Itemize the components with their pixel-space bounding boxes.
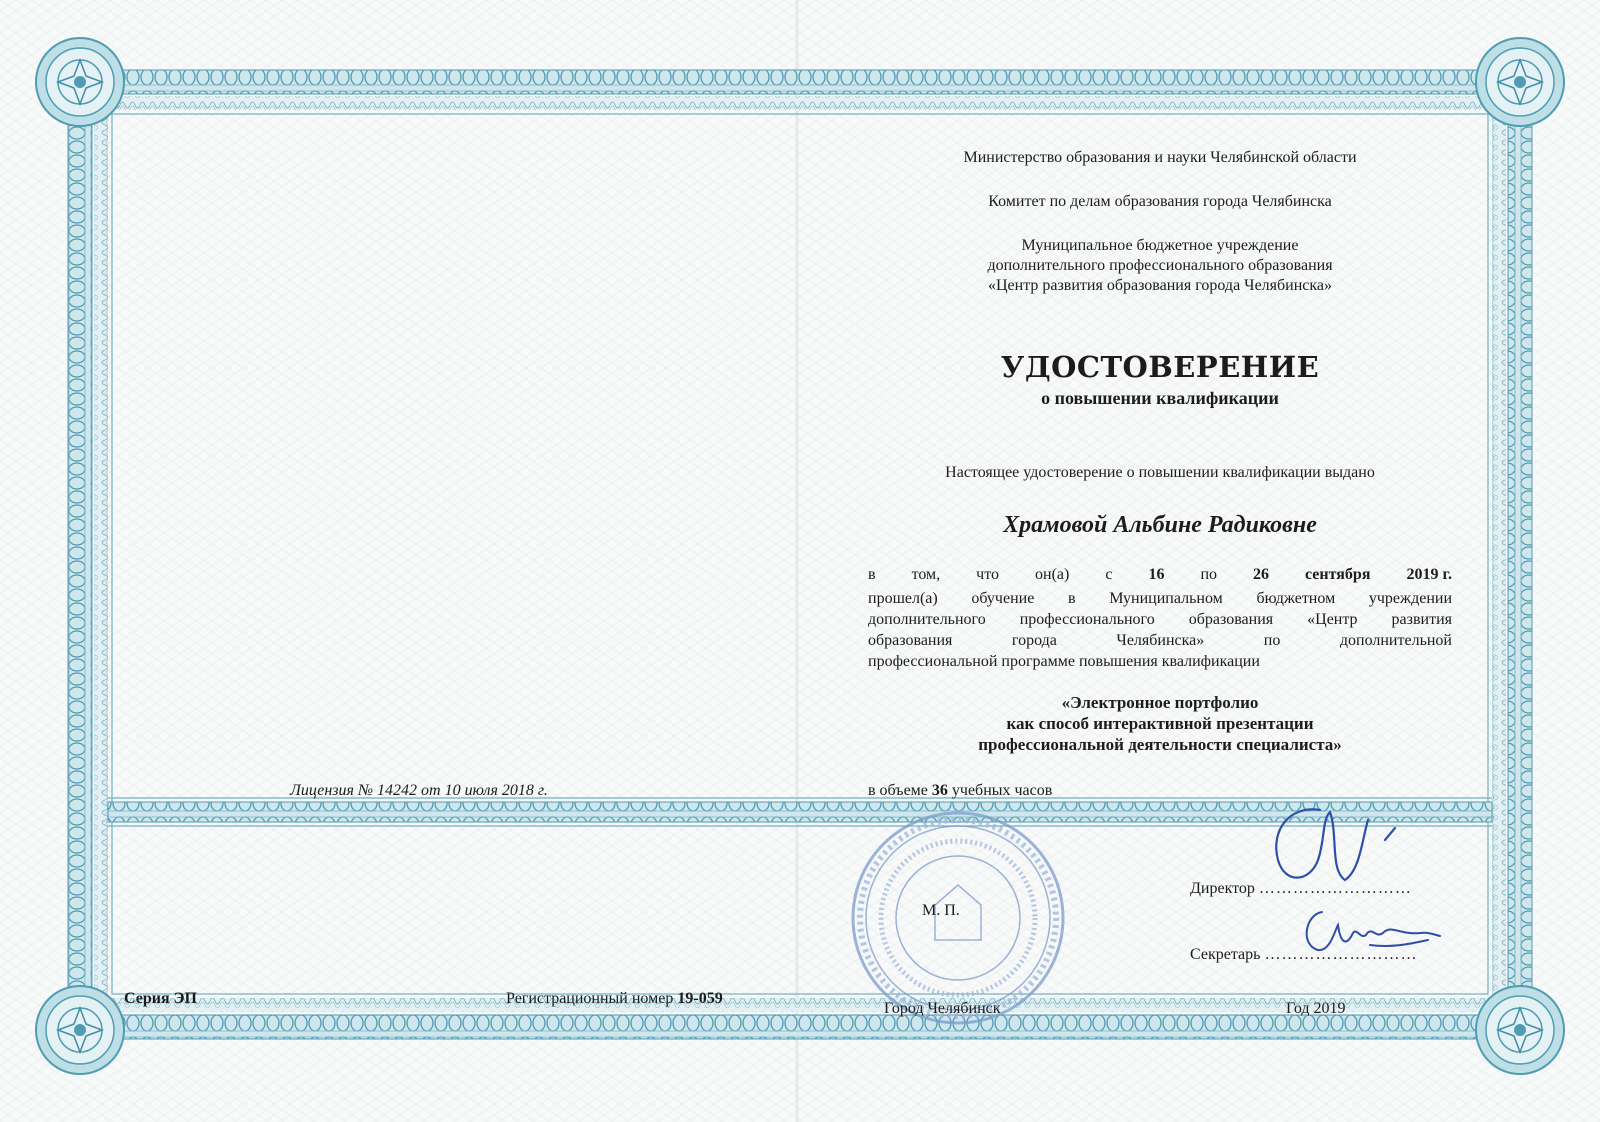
body-line: образования города Челябинска» по дополнительной xyxy=(868,632,1452,649)
secretary-line xyxy=(1190,946,1417,964)
certificate-title: УДОСТОВЕРЕНИЕ xyxy=(1000,350,1320,384)
body-line: профессиональной программе повышения квалификации xyxy=(868,653,1260,670)
program-line: профессиональной деятельности специалиста» xyxy=(978,735,1342,754)
period-word: том, xyxy=(911,566,941,583)
city-label: Город Челябинск xyxy=(884,1000,1001,1017)
institution-block xyxy=(840,236,1480,296)
rosette-top-left xyxy=(36,38,124,126)
period-word: по xyxy=(1200,566,1217,583)
committee-line: Комитет по делам образования города Челябинска xyxy=(988,193,1332,210)
hours-line xyxy=(868,782,1052,800)
period-word: что xyxy=(976,566,999,583)
body-line: дополнительного профессионального образования «Центр развития xyxy=(868,611,1452,628)
body-line: прошел(а) обучение в Муниципальном бюджетном учреждении xyxy=(868,590,1452,607)
secretary-label: Секретарь xyxy=(1190,946,1261,963)
period-to-day: 26 xyxy=(1253,566,1269,583)
director-signature-line: ……………………… xyxy=(1258,880,1412,897)
director-label: Директор xyxy=(1190,880,1255,897)
program-line: как способ интерактивной презентации xyxy=(1006,714,1314,733)
period-word: он(а) xyxy=(1035,566,1070,583)
certificate-subtitle: о повышении квалификации xyxy=(1041,388,1279,408)
period-month: сентября xyxy=(1305,566,1371,583)
rosette-bottom-right xyxy=(1476,986,1564,1074)
stamp-place-label: М. П. xyxy=(922,902,960,919)
period-line xyxy=(868,566,1452,584)
period-word: в xyxy=(868,566,876,583)
period-from-day: 16 xyxy=(1148,566,1165,583)
hours-value: 36 xyxy=(931,782,948,799)
rosette-top-right xyxy=(1476,38,1564,126)
registration-number xyxy=(506,990,723,1008)
period-word: с xyxy=(1105,566,1113,583)
issued-text: Настоящее удостоверение о повышении квалификации выдано xyxy=(945,464,1375,481)
institution-line: «Центр развития образования города Челябинска» xyxy=(987,277,1333,294)
rosette-bottom-left xyxy=(36,986,124,1074)
series-label: Серия ЭП xyxy=(124,990,197,1007)
secretary-signature-icon xyxy=(1307,912,1440,950)
program-line: «Электронное портфолио xyxy=(1061,693,1259,712)
registration-label: Регистрационный номер xyxy=(506,990,674,1007)
period-year: 2019 г. xyxy=(1406,566,1452,583)
year-line xyxy=(1286,1000,1346,1018)
year-value: 2019 xyxy=(1313,1000,1346,1017)
hours-prefix: в объеме xyxy=(868,782,928,799)
ministry-line: Министерство образования и науки Челябинской области xyxy=(963,149,1357,166)
body-text xyxy=(868,588,1452,672)
registration-value: 19-059 xyxy=(677,990,723,1007)
institution-line: Муниципальное бюджетное учреждение xyxy=(1021,237,1299,254)
year-label: Год xyxy=(1286,1000,1310,1017)
license-line: Лицензия № 14242 от 10 июля 2018 г. xyxy=(290,782,548,799)
secretary-signature-line: ……………………… xyxy=(1264,946,1418,963)
holder-name: Храмовой Альбине Радиковне xyxy=(1003,512,1317,538)
hours-suffix: учебных часов xyxy=(951,782,1053,799)
institution-line: дополнительного профессионального образования xyxy=(987,257,1333,274)
director-line xyxy=(1190,880,1412,898)
program-title xyxy=(840,692,1480,755)
